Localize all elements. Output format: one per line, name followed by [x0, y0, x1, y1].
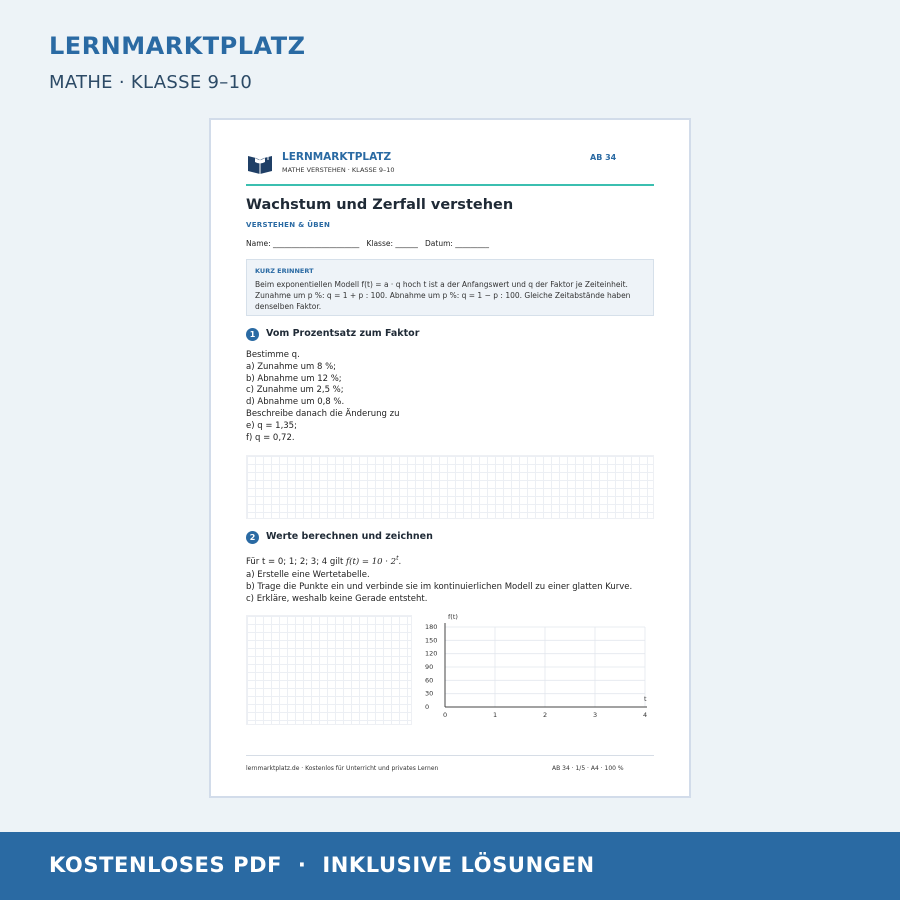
- x-axis-label: t: [644, 695, 647, 703]
- sheet-brand: LERNMARKTPLATZ: [282, 151, 392, 163]
- section-title-1: Vom Prozentsatz zum Faktor: [266, 328, 420, 339]
- x-tick-label: 4: [643, 711, 648, 719]
- worksheet-tag: VERSTEHEN & ÜBEN: [246, 221, 331, 229]
- y-tick-label: 0: [425, 703, 430, 711]
- intro-text: Für t = 0; 1; 2; 3; 4 gilt: [246, 556, 347, 567]
- reminder-heading: KURZ ERINNERT: [255, 267, 314, 275]
- brand-subtitle: MATHE · KLASSE 9–10: [49, 72, 253, 93]
- y-tick-label: 90: [425, 663, 434, 671]
- reminder-text: Beim exponentiellen Modell f(t) = a · q hoch t ist a der Anfangswert und q der Faktor je Zeiteinheit. Zunahme um p %: q = 1 + p : 100. Abnahme um p %: q = 1 − p : 100. Gleiche Zeitabstände haben denselben Faktor.: [255, 280, 631, 311]
- name-class-date-fields: Name: _______________________ Klasse: ______ Datum: _________: [246, 239, 490, 248]
- task-line: a) Zunahme um 8 %;: [246, 361, 337, 372]
- banner-text: KOSTENLOSES PDF · INKLUSIVE LÖSUNGEN: [49, 853, 595, 877]
- brand-title: LERNMARKTPLATZ: [49, 32, 306, 60]
- sheet-brand-subtitle: MATHE VERSTEHEN · KLASSE 9–10: [282, 166, 395, 174]
- task-line: b) Trage die Punkte ein und verbinde sie im kontinuierlichen Modell zu einer glatten Kurve.: [246, 581, 633, 592]
- section-number-2: 2: [246, 531, 259, 544]
- header-divider: [246, 184, 654, 186]
- x-tick-label: 3: [593, 711, 598, 719]
- task-line: f) q = 0,72.: [246, 432, 295, 443]
- y-tick-label: 120: [425, 649, 438, 658]
- task-line: e) q = 1,35;: [246, 420, 297, 431]
- worksheet-preview: [209, 118, 691, 798]
- section-number-1: 1: [246, 328, 259, 341]
- task-line: Beschreibe danach die Änderung zu: [246, 408, 400, 419]
- y-axis-label: f(t): [448, 613, 458, 621]
- section-2-intro: [246, 553, 401, 569]
- footer-right: AB 34 · 1/5 · A4 · 100 %: [552, 765, 624, 772]
- reminder-box: [246, 259, 654, 316]
- graduation-cap-book-icon: [247, 150, 273, 174]
- answer-grid-1: [246, 455, 654, 519]
- coordinate-plot: [421, 613, 661, 723]
- bottom-banner: [0, 832, 900, 900]
- task-line: c) Zunahme um 2,5 %;: [246, 385, 344, 396]
- section-1-tasks: [246, 350, 399, 444]
- worksheet-title: Wachstum und Zerfall verstehen: [246, 197, 514, 213]
- x-tick-label: 0: [443, 711, 448, 719]
- task-line: d) Abnahme um 0,8 %.: [246, 397, 345, 408]
- task-line: b) Abnahme um 12 %;: [246, 373, 342, 384]
- task-line: c) Erkläre, weshalb keine Gerade entsteht.: [246, 593, 428, 604]
- section-title-2: Werte berechnen und zeichnen: [266, 531, 433, 542]
- section-2-tasks: [246, 570, 632, 605]
- y-tick-label: 30: [425, 689, 434, 698]
- y-tick-label: 180: [425, 623, 438, 631]
- y-tick-label: 60: [425, 676, 434, 685]
- footer-left: lernmarktplatz.de · Kostenlos für Unterricht und privates Lernen: [246, 765, 439, 772]
- intro-end: .: [398, 556, 402, 567]
- footer-divider: [246, 755, 654, 756]
- intro-exponent: t: [396, 555, 399, 562]
- x-tick-label: 2: [543, 711, 548, 719]
- x-tick-label: 1: [493, 711, 498, 719]
- y-tick-label: 150: [425, 636, 438, 645]
- task-line: a) Erstelle eine Wertetabelle.: [246, 570, 370, 580]
- intro-formula: f(t) = 10 · 2: [346, 556, 397, 567]
- task-line: Bestimme q.: [246, 350, 300, 360]
- sheet-code: AB 34: [590, 153, 617, 162]
- answer-grid-2: [246, 615, 412, 725]
